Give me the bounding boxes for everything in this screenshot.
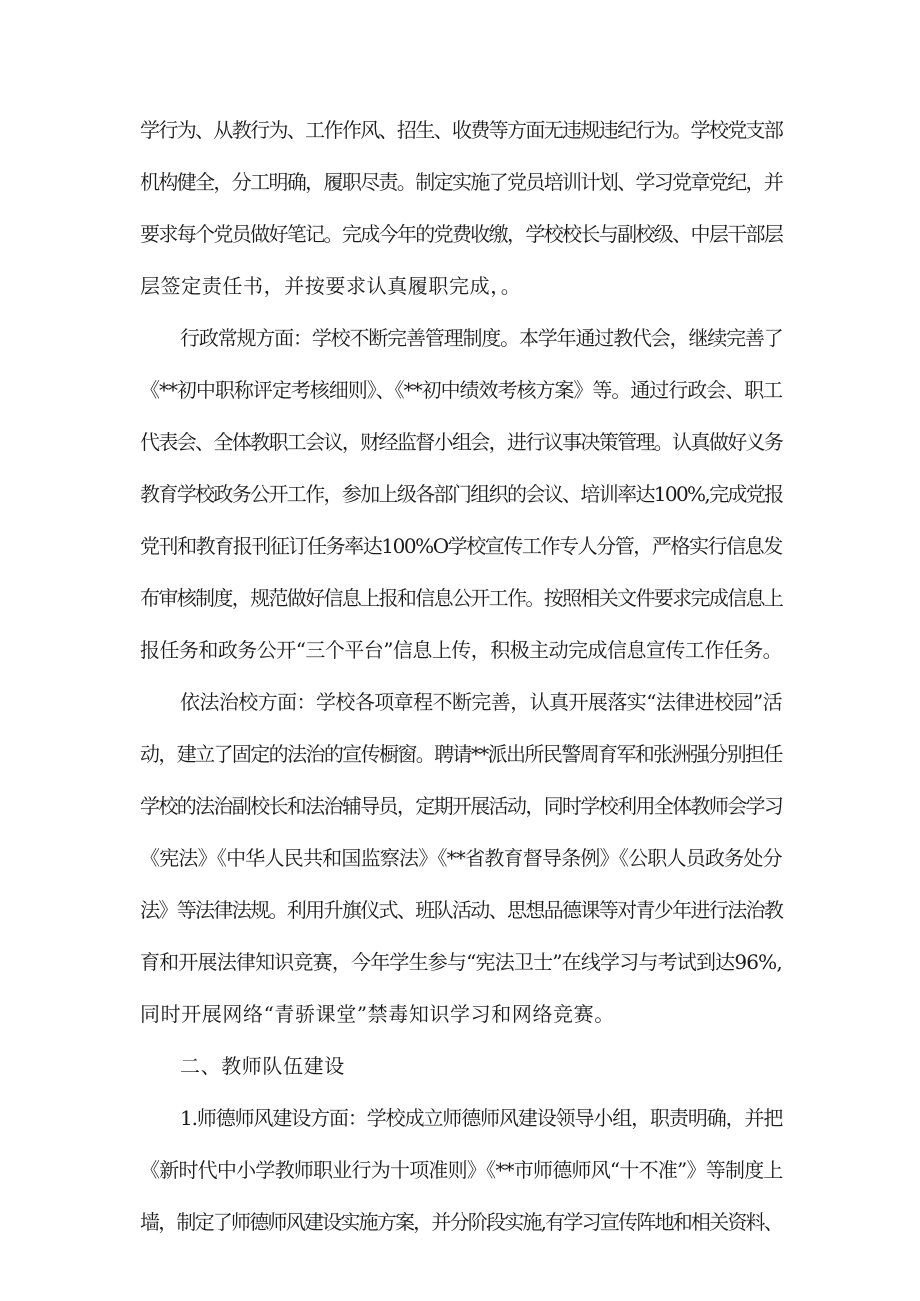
text-line: 层签定责任书，并按要求认真履职完成，。 bbox=[140, 274, 522, 298]
paragraph-start-line: 1.师德师风建设方面：学校成立师德师风建设领导小组，职责明确，并把 bbox=[180, 1106, 783, 1130]
text-line: 墙，制定了师德师风建设实施方案，并分阶段实施,有学习宣传阵地和相关资料、 bbox=[140, 1210, 782, 1234]
text-line: 《宪法》《中华人民共和国监察法》《**省教育督导条例》《公职人员政务处分 bbox=[140, 846, 782, 870]
section-heading: 二、教师队伍建设 bbox=[180, 1054, 345, 1078]
text-line: 报任务和政务公开“三个平台”信息上传，积极主动完成信息宣传工作任务。 bbox=[140, 638, 783, 662]
paragraph-start-line: 依法治校方面：学校各项章程不断完善，认真开展落实“法律进校园”活 bbox=[180, 690, 783, 714]
text-line: 要求每个党员做好笔记。完成今年的党费收缴，学校校长与副校级、中层干部层 bbox=[140, 222, 783, 246]
text-line: 同时开展网络“青骄课堂”禁毒知识学习和网络竞赛。 bbox=[140, 1002, 615, 1026]
paragraph-start-line: 行政常规方面：学校不断完善管理制度。本学年通过教代会，继续完善了 bbox=[180, 326, 783, 350]
text-line: 机构健全，分工明确，履职尽责。制定实施了党员培训计划、学习党章党纪，并 bbox=[140, 170, 783, 194]
text-line: 动，建立了固定的法治的宣传橱窗。聘请**派出所民警周育军和张洲强分别担任 bbox=[140, 742, 782, 766]
text-line: 代表会、全体教职工会议，财经监督小组会，进行议事决策管理。认真做好义务 bbox=[140, 430, 783, 454]
text-line: 法》等法律法规。利用升旗仪式、班队活动、思想品德课等对青少年进行法治教 bbox=[140, 898, 783, 922]
text-line: 学校的法治副校长和法治辅导员，定期开展活动，同时学校利用全体教师会学习 bbox=[140, 794, 783, 818]
text-line: 学行为、从教行为、工作作风、招生、收费等方面无违规违纪行为。学校党支部 bbox=[140, 118, 783, 142]
text-line: 《**初中职称评定考核细则》、《**初中绩效考核方案》等。通过行政会、职工 bbox=[140, 378, 783, 402]
text-line: 教育学校政务公开工作，参加上级各部门组织的会议、培训率达100%,完成党报 bbox=[140, 482, 783, 506]
text-line: 育和开展法律知识竞赛，今年学生参与“宪法卫士”在线学习与考试到达96%, bbox=[140, 950, 782, 974]
text-line: 布审核制度，规范做好信息上报和信息公开工作。按照相关文件要求完成信息上 bbox=[140, 586, 783, 610]
text-line: 《新时代中小学教师职业行为十项准则》《**市师德师风“十不准”》等制度上 bbox=[140, 1158, 783, 1182]
text-line: 党刊和教育报刊征订任务率达100%O学校宣传工作专人分管，严格实行信息发 bbox=[140, 534, 782, 558]
